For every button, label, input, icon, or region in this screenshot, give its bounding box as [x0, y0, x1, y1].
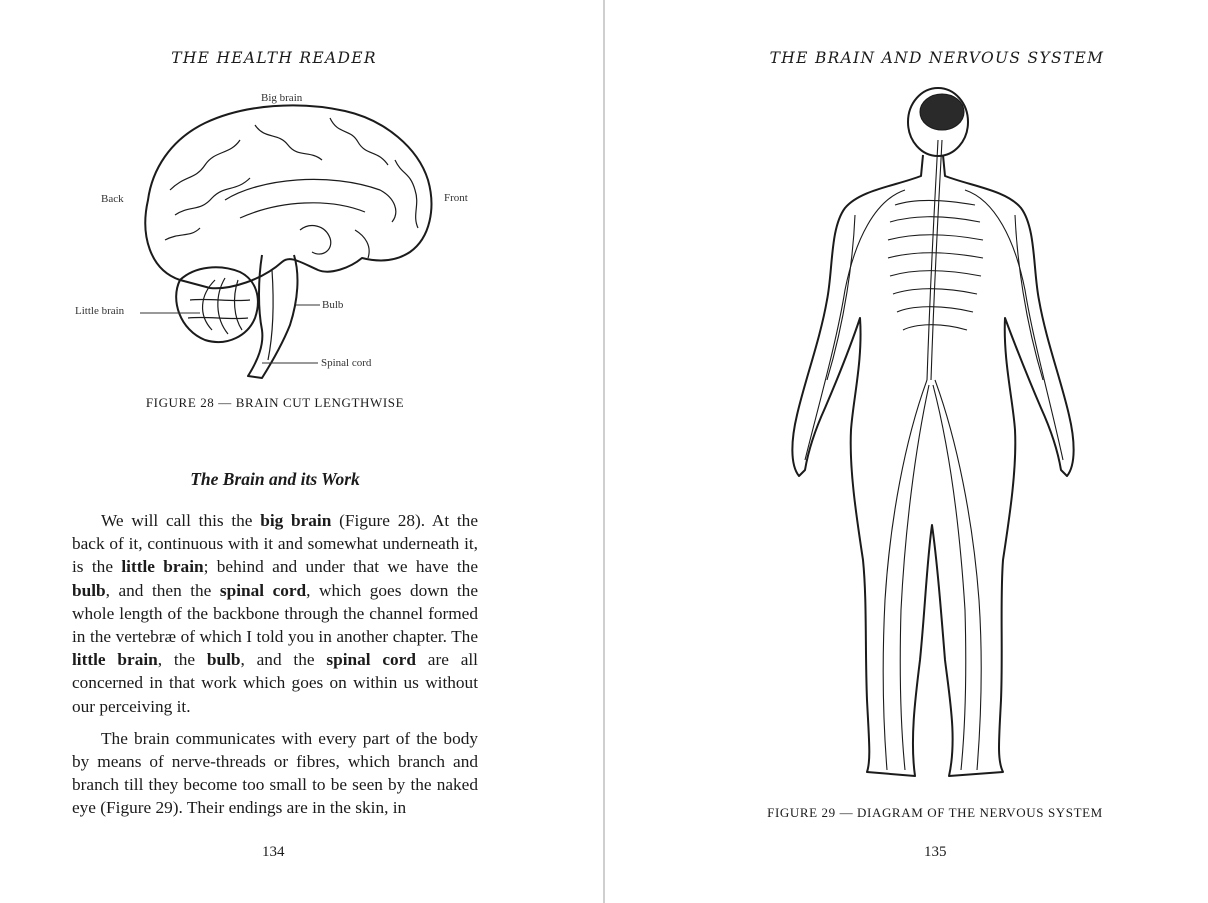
bold-term: spinal cord [326, 650, 416, 670]
label-bulb: Bulb [322, 299, 344, 311]
figure-28-caption: FIGURE 28 — BRAIN CUT LENGTHWISE [145, 395, 405, 410]
text-run: , and the [240, 650, 327, 670]
right-page [605, 0, 1208, 903]
text-run: are all concerned in that work which goes on within us without our perceiving it. [72, 650, 478, 716]
section-heading: The Brain and its Work [190, 469, 360, 489]
running-head-right: THE BRAIN AND NERVOUS SYSTEM [769, 49, 1105, 67]
bold-term: little brain [121, 557, 204, 577]
text-run: , and then the [105, 580, 220, 600]
bold-term: bulb [206, 650, 241, 670]
bold-term: spinal cord [219, 580, 307, 600]
figure-29-nervous-system-illustration [605, 0, 1208, 800]
figure-28-brain-illustration [0, 0, 603, 390]
label-front: Front [444, 192, 468, 204]
label-little-brain: Little brain [75, 305, 125, 317]
paragraph-2: The brain communicates with every part of the body by means of nerve-threads or fibres, which branch and branch till they become too small to be seen by the naked eye (Figure 29). Their endings are in the skin, in [72, 728, 478, 818]
paragraph-1 [72, 509, 478, 718]
bold-term: little brain [72, 650, 158, 670]
body-text [72, 509, 478, 829]
left-page [0, 0, 603, 903]
running-head-left: THE HEALTH READER [171, 49, 377, 67]
figure-29-caption: FIGURE 29 — DIAGRAM OF THE NERVOUS SYSTEM [767, 805, 1103, 820]
text-run: (Figure 28). At the back of it, continuous with it and somewhat underneath it, is the [72, 511, 478, 577]
page-number-left: 134 [262, 844, 285, 860]
bold-term: big brain [260, 511, 332, 530]
label-big-brain: Big brain [261, 92, 303, 104]
page-number-right: 135 [924, 844, 947, 860]
label-back: Back [101, 193, 124, 205]
text-run: ; behind and under that we have the [203, 557, 478, 577]
text-run: , which goes down the whole length of the backbone through the channel formed in the vertebræ of which I told you in another chapter. The [72, 580, 478, 647]
bold-term: bulb [72, 580, 106, 600]
text-run: We will call this the [101, 511, 261, 530]
text-run: , the [157, 650, 207, 670]
label-spinal-cord: Spinal cord [321, 357, 372, 369]
